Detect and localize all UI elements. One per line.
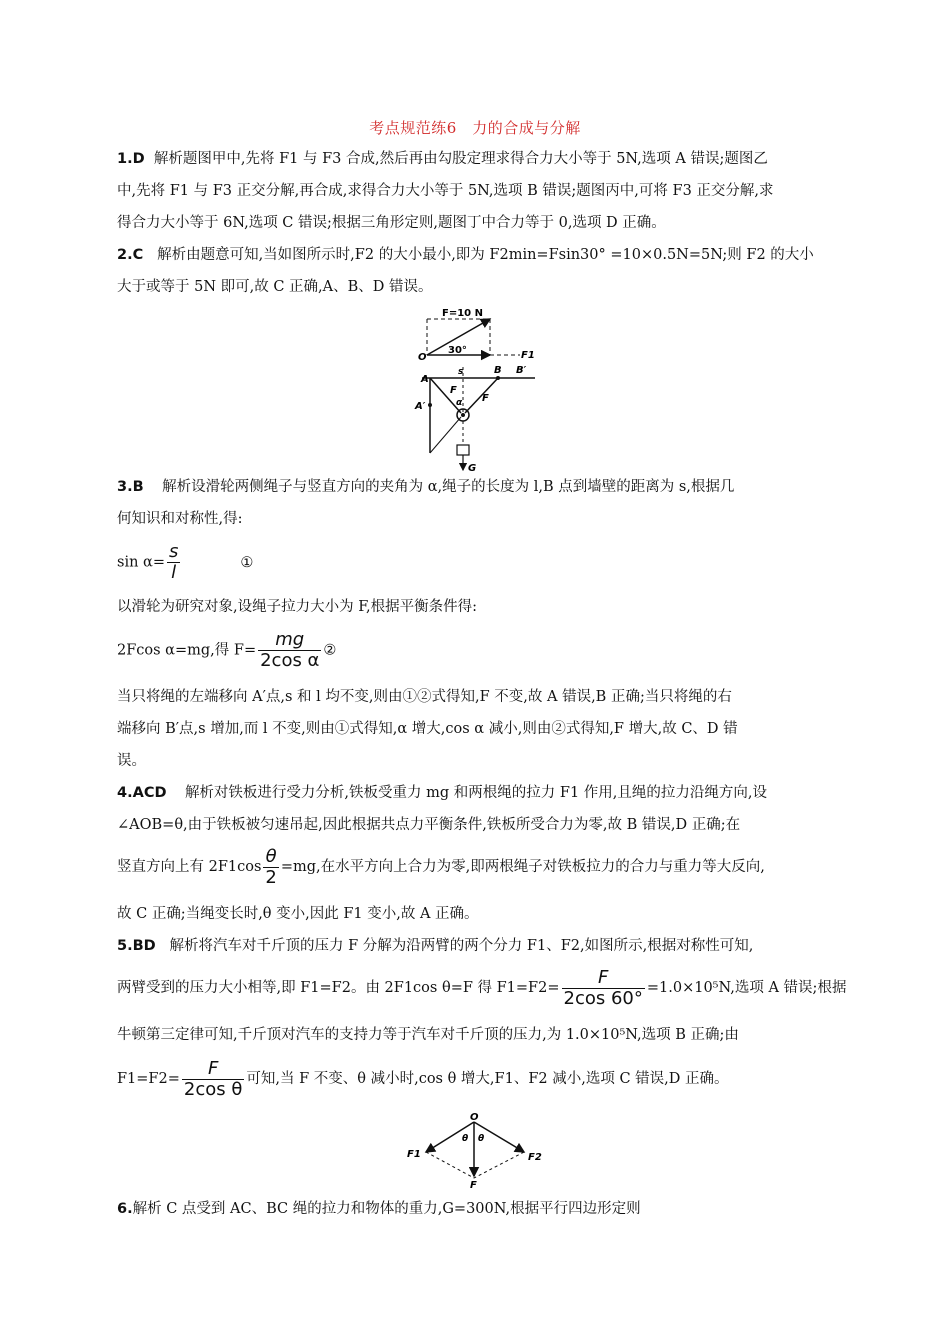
q5-line-1: 5.BD 解析将汽车对千斤顶的压力 F 分解为沿两臂的两个分力 F1、F2,如图所示,根据对称性可知,	[117, 938, 754, 954]
q3-line-6: 误。	[117, 753, 146, 769]
svg-text:A: A	[421, 374, 429, 385]
q2-number: 2.C	[117, 247, 144, 263]
svg-text:θ: θ	[478, 1134, 485, 1144]
svg-text:F1: F1	[521, 350, 535, 361]
q2-line-1: 2.C 解析由题意可知,当如图所示时,F2 的大小最小,即为 F2min=Fsin30° =10×0.5N=5N;则 F2 的大小	[117, 247, 814, 263]
svg-text:F2: F2	[528, 1152, 542, 1163]
svg-text:F1: F1	[407, 1149, 421, 1160]
q5-line-2: 两臂受到的压力大小相等,即 F1=F2。由 2F1cos θ=F 得 F1=F2= $\frac{F}{2\cos 60^\circ}$ =1.0×10⁵N,选项 A 错误;根据	[117, 966, 847, 1009]
q6-line-1: 6.解析 C 点受到 AC、BC 绳的拉力和物体的重力,G=300N,根据平行四边形定则	[117, 1201, 641, 1217]
svg-text:F: F	[470, 1180, 477, 1190]
q3-equation-2: 2Fcos α=mg,得 F= $\frac{mg}{\text{2cos α}}$ ②	[117, 629, 337, 671]
svg-text:G: G	[468, 463, 477, 474]
q3-line-4: 当只将绳的左端移向 A′点,s 和 l 均不变,则由①②式得知,F 不变,故 A 错误,B 正确;当只将绳的右	[117, 689, 732, 705]
q3-equation-1: sin α= $\frac{s}{l}$ ①	[117, 541, 254, 583]
q4-line-2: ∠AOB=θ,由于铁板被匀速吊起,因此根据共点力平衡条件,铁板所受合力为零,故 B 错误,D 正确;在	[117, 817, 741, 833]
q5-line-4: F1=F2= $\frac{F}{\text{2cos θ}}$ 可知,当 F 不变、θ 减小时,cos θ 增大,F1、F2 减小,选项 C 错误,D 正确。	[117, 1057, 729, 1100]
svg-text:B′: B′	[516, 365, 527, 376]
q3-line-2: 何知识和对称性,得:	[117, 511, 243, 527]
svg-text:O: O	[418, 352, 427, 363]
svg-text:θ: θ	[462, 1134, 469, 1144]
q1-line-3: 得合力大小等于 6N,选项 C 错误;根据三角形定则,题图丁中合力等于 0,选项 D 正确。	[117, 215, 666, 231]
q5-line-3: 牛顿第三定律可知,千斤顶对汽车的支持力等于汽车对千斤顶的压力,为 1.0×10⁵N,选项 B 正确;由	[117, 1027, 739, 1043]
svg-text:F: F	[482, 393, 489, 404]
svg-text:F: F	[450, 385, 457, 396]
svg-text:B: B	[494, 365, 502, 376]
page-title: 考点规范练6 力的合成与分解	[369, 119, 581, 137]
q1-line-1: 1.D 解析题图甲中,先将 F1 与 F3 合成,然后再由勾股定理求得合力大小等于 5N,选项 A 错误;题图乙	[117, 151, 768, 167]
svg-text:A′: A′	[415, 401, 426, 412]
q5-number: 5.BD	[117, 938, 156, 954]
q2-line-2: 大于或等于 5N 即可,故 C 正确,A、B、D 错误。	[117, 279, 433, 295]
q4-number: 4.ACD	[117, 785, 167, 801]
q1-line-2: 中,先将 F1 与 F3 正交分解,再合成,求得合力大小等于 5N,选项 B 错误;题图丙中,可将 F3 正交分解,求	[117, 183, 774, 199]
q6-number: 6.	[117, 1201, 133, 1217]
q3-number: 3.B	[117, 479, 144, 495]
q4-line-1: 4.ACD 解析对铁板进行受力分析,铁板受重力 mg 和两根绳的拉力 F1 作用,且绳的拉力沿绳方向,设	[117, 785, 768, 801]
q2-force-diagram	[410, 305, 540, 475]
q5-force-diagram	[404, 1110, 554, 1190]
svg-text:O: O	[470, 1112, 479, 1123]
q4-line-3: 竖直方向上有 2F1cos $\frac{\theta}{2}$ =mg,在水平方向上合力为零,即两根绳子对铁板拉力的合力与重力等大反向,	[117, 845, 765, 888]
q4-line-4: 故 C 正确;当绳变长时,θ 变小,因此 F1 变小,故 A 正确。	[117, 906, 479, 922]
svg-text:α: α	[456, 398, 463, 408]
q3-line-3: 以滑轮为研究对象,设绳子拉力大小为 F,根据平衡条件得:	[117, 599, 478, 615]
svg-text:s: s	[458, 367, 464, 377]
q3-line-5: 端移向 B′点,s 增加,而 l 不变,则由①式得知,α 增大,cos α 减小,则由②式得知,F 增大,故 C、D 错	[117, 721, 738, 737]
q1-number: 1.D	[117, 151, 145, 167]
f-label: F=10 N	[442, 308, 483, 319]
svg-text:30°: 30°	[448, 345, 467, 356]
q3-line-1: 3.B 解析设滑轮两侧绳子与竖直方向的夹角为 α,绳子的长度为 l,B 点到墙壁的距离为 s,根据几	[117, 479, 735, 495]
